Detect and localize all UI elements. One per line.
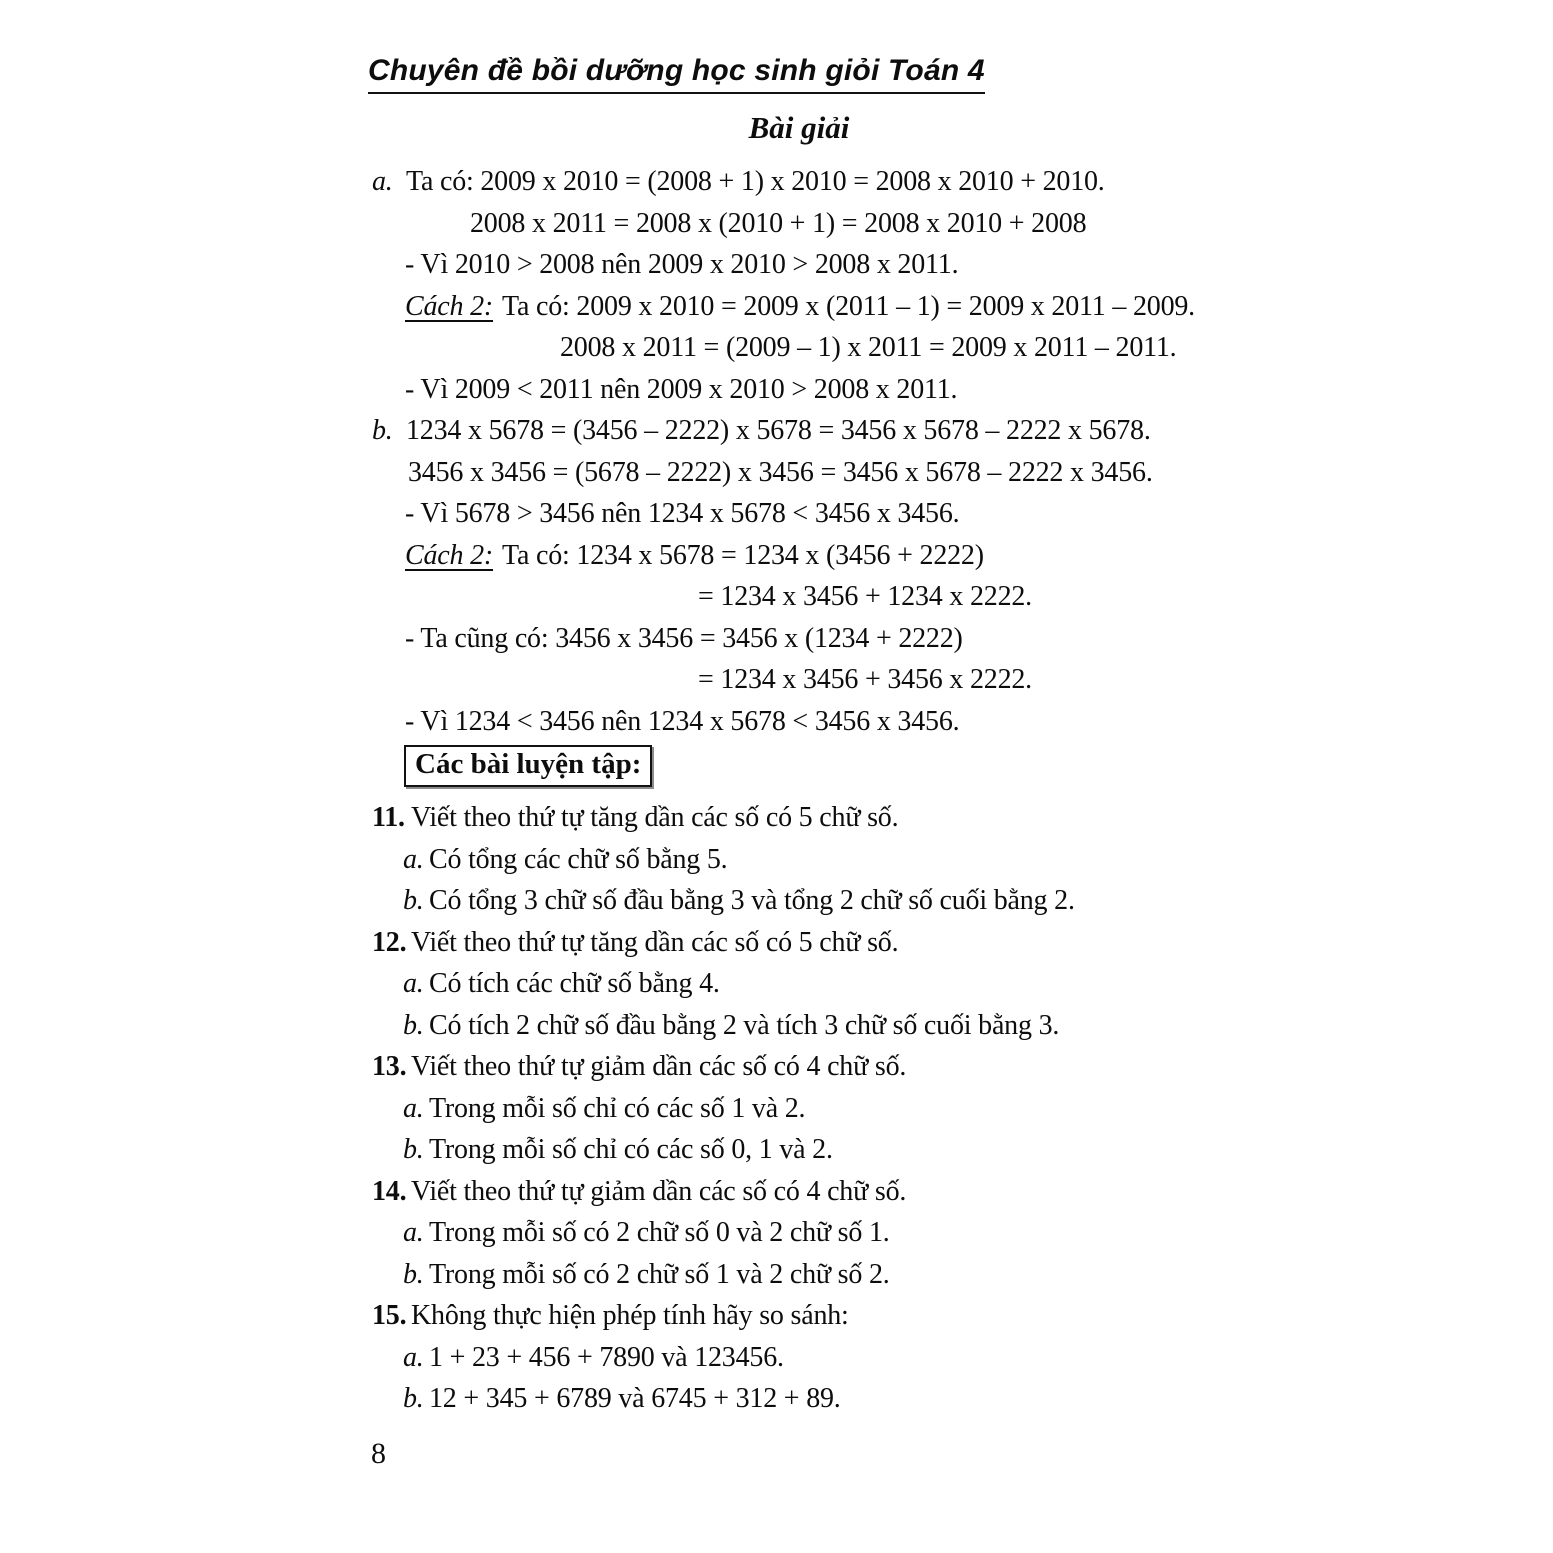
subitem-text: Trong mỗi số chỉ có các số 0, 1 và 2.	[429, 1134, 833, 1165]
line-text: - Vì 5678 > 3456 nên 1234 x 5678 < 3456 x 3456.	[405, 498, 960, 529]
exercise-title	[368, 797, 1075, 839]
subitem-letter: b.	[403, 1134, 424, 1165]
subitem-text: Trong mỗi số chỉ có các số 1 và 2.	[429, 1092, 806, 1124]
subitem-text: Trong mỗi số có 2 chữ số 0 và 2 chữ số 1.	[429, 1217, 890, 1248]
subitem-letter: a.	[403, 1217, 424, 1248]
exercise-text: Viết theo thứ tự giảm dần các số có 4 chữ số.	[411, 1051, 907, 1082]
subitem-letter: b.	[403, 1009, 424, 1041]
running-header: Chuyên đề bồi dưỡng học sinh giỏi Toán 4	[368, 54, 985, 94]
exercise-title	[368, 1046, 1075, 1088]
solution-block	[368, 161, 1195, 742]
exercise-11	[368, 797, 1075, 922]
solution-line-a	[368, 161, 1195, 203]
solution-line	[368, 369, 1195, 411]
subitem-letter: b.	[403, 1258, 424, 1290]
exercise-subitem	[368, 1212, 1075, 1254]
item-label-a: a.	[372, 166, 393, 197]
exercise-14	[368, 1171, 1075, 1296]
solution-line	[368, 244, 1195, 286]
exercise-subitem	[368, 880, 1075, 922]
line-text: Ta có: 2009 x 2010 = 2009 x (2011 – 1) = 2009 x 2011 – 2009.	[502, 290, 1195, 322]
exercise-number: 13.	[372, 1051, 407, 1082]
exercise-text: Viết theo thứ tự giảm dần các số có 4 chữ số.	[411, 1175, 907, 1207]
exercise-text: Viết theo thứ tự tăng dần các số có 5 chữ số.	[411, 926, 899, 958]
solution-line	[368, 452, 1195, 494]
item-label-b: b.	[372, 415, 393, 446]
subitem-text: Có tổng 3 chữ số đầu bằng 3 và tổng 2 chữ số cuối bằng 2.	[429, 885, 1075, 916]
exercise-number: 12.	[372, 926, 407, 958]
exercise-subitem	[368, 1254, 1075, 1296]
exercise-13	[368, 1046, 1075, 1171]
subitem-letter: a.	[403, 968, 424, 999]
line-text: 2008 x 2011 = (2009 – 1) x 2011 = 2009 x 2011 – 2011.	[560, 332, 1177, 363]
subitem-letter: b.	[403, 885, 424, 916]
exercise-title	[368, 922, 1075, 964]
solution-line	[368, 493, 1195, 535]
exercise-title	[368, 1295, 1075, 1337]
subitem-text: 12 + 345 + 6789 và 6745 + 312 + 89.	[429, 1383, 841, 1414]
exercise-subitem	[368, 1005, 1075, 1047]
subitem-letter: a.	[403, 843, 424, 875]
line-text: - Vì 2010 > 2008 nên 2009 x 2010 > 2008 x 2011.	[405, 249, 959, 280]
line-text: Ta có: 1234 x 5678 = 1234 x (3456 + 2222)	[502, 539, 984, 571]
exercises-heading-box: Các bài luyện tập:	[404, 745, 652, 787]
subitem-letter: a.	[403, 1341, 424, 1373]
line-text: 2008 x 2011 = 2008 x (2010 + 1) = 2008 x 2010 + 2008	[470, 207, 1087, 239]
exercise-subitem	[368, 1129, 1075, 1171]
solution-line	[368, 701, 1195, 743]
exercise-title	[368, 1171, 1075, 1213]
exercise-number: 14.	[372, 1175, 407, 1207]
exercise-number: 15.	[372, 1300, 407, 1331]
solution-heading: Bài giải	[748, 110, 850, 145]
line-text: - Ta cũng có: 3456 x 3456 = 3456 x (1234 + 2222)	[405, 622, 963, 654]
exercise-subitem	[368, 1088, 1075, 1130]
exercise-subitem	[368, 963, 1075, 1005]
line-text: 3456 x 3456 = (5678 – 2222) x 3456 = 3456 x 5678 – 2222 x 3456.	[408, 456, 1153, 488]
subitem-text: Trong mỗi số có 2 chữ số 1 và 2 chữ số 2.	[429, 1258, 890, 1290]
line-text: - Vì 2009 < 2011 nên 2009 x 2010 > 2008 x 2011.	[405, 373, 958, 405]
exercise-15	[368, 1295, 1075, 1420]
exercise-list	[368, 797, 1075, 1420]
line-text: - Vì 1234 < 3456 nên 1234 x 5678 < 3456 x 3456.	[405, 705, 960, 737]
exercise-number: 11.	[372, 802, 405, 833]
method2-label: Cách 2:	[405, 539, 494, 571]
exercise-12	[368, 922, 1075, 1047]
line-text: 1234 x 5678 = (3456 – 2222) x 5678 = 3456 x 5678 – 2222 x 5678.	[406, 415, 1151, 446]
subitem-text: Có tổng các chữ số bằng 5.	[429, 843, 728, 875]
exercise-text: Viết theo thứ tự tăng dần các số có 5 chữ số.	[411, 802, 899, 833]
solution-line	[368, 618, 1195, 660]
line-text: = 1234 x 3456 + 1234 x 2222.	[698, 581, 1032, 612]
subitem-letter: a.	[403, 1092, 424, 1124]
solution-line-method2	[368, 535, 1195, 577]
exercise-subitem	[368, 1337, 1075, 1379]
solution-line	[368, 576, 1195, 618]
exercise-text: Không thực hiện phép tính hãy so sánh:	[411, 1300, 849, 1331]
line-text: Ta có: 2009 x 2010 = (2008 + 1) x 2010 = 2008 x 2010 + 2010.	[406, 166, 1105, 197]
line-text: = 1234 x 3456 + 3456 x 2222.	[698, 664, 1032, 695]
solution-line	[368, 659, 1195, 701]
solution-line	[368, 327, 1195, 369]
solution-line-b	[368, 410, 1195, 452]
exercise-subitem	[368, 839, 1075, 881]
method2-label: Cách 2:	[405, 290, 494, 322]
exercise-subitem	[368, 1378, 1075, 1420]
page-number: 8	[371, 1437, 386, 1470]
subitem-text: Có tích các chữ số bằng 4.	[429, 968, 720, 999]
solution-line-method2	[368, 286, 1195, 328]
subitem-text: Có tích 2 chữ số đầu bằng 2 và tích 3 chữ số cuối bằng 3.	[429, 1009, 1060, 1041]
subitem-text: 1 + 23 + 456 + 7890 và 123456.	[429, 1341, 784, 1373]
solution-line	[368, 203, 1195, 245]
subitem-letter: b.	[403, 1383, 424, 1414]
